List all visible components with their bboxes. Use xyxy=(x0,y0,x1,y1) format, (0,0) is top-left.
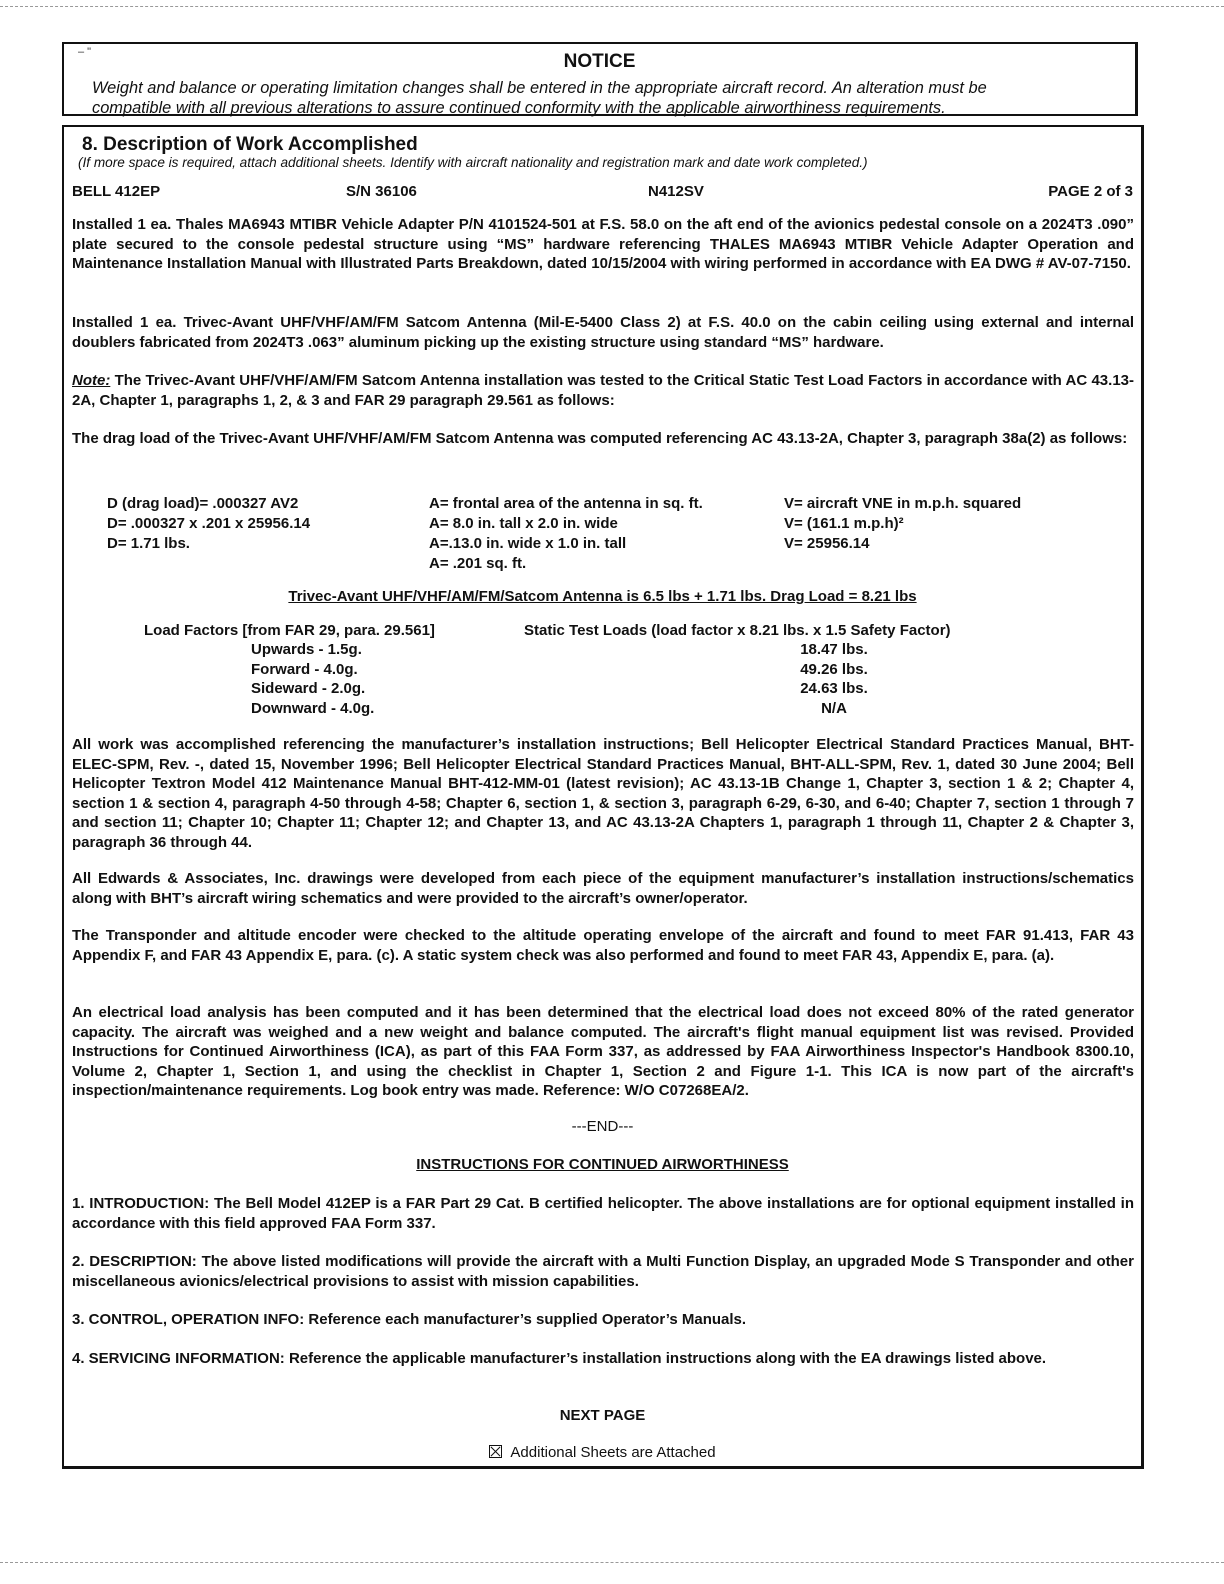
ica-title: INSTRUCTIONS FOR CONTINUED AIRWORTHINESS xyxy=(416,1156,789,1173)
scan-line-bottom xyxy=(0,1562,1224,1563)
paragraph-test-note xyxy=(72,371,1134,410)
load-factor-value: 49.26 lbs. xyxy=(800,660,868,678)
calc-line: D= 1.71 lbs. xyxy=(107,535,190,552)
calc-line: V= aircraft VNE in m.p.h. squared xyxy=(784,495,1022,512)
additional-sheets-row xyxy=(64,1444,1141,1461)
static-test-loads-header: Static Test Loads (load factor x 8.21 lbs. x 1.5 Safety Factor) xyxy=(524,622,951,639)
paragraph-references: All work was accomplished referencing the manufacturer’s installation instructions; Bell Helicopter Electrical Standard Practices Manual, BHT-ELEC-SPM, Rev. -, dated 15, November 1996; Bell Helicopter Electrical Standard Practices Manual, BHT-ALL-SPM, Rev. 1, dated 30 June 2004; Bell Helicopter Textron Model 412 Maintenance Manual BHT-412-MM-01 (latest revision); AC 43.13-1B Change 1, Chapter 3, section 1 & 2; Chapter 4, section 1 & section 4, paragraph 4-50 through 4-58; Chapter 6, section 1, & section 3, paragraph 6-29, 6-30, and 6-40; Chapter 7, section 1 through 7 and section 11; Chapter 10; Chapter 11; Chapter 12; and Chapter 13, and AC 43.13-2A Chapters 1, paragraph 1 through 11, Chapter 2 & Chapter 3, paragraph 36 through 44. xyxy=(72,736,1134,851)
load-factor-label: Upwards - 1.5g. xyxy=(251,641,362,658)
section-subtitle: (If more space is required, attach additional sheets. Identify with aircraft nationality and registration mark and date work completed.) xyxy=(78,155,868,170)
calc-line: V= 25956.14 xyxy=(784,535,870,552)
load-factor-value: 18.47 lbs. xyxy=(800,641,868,658)
load-factor-label: Downward - 4.0g. xyxy=(251,699,375,717)
ica-introduction: 1. INTRODUCTION: The Bell Model 412EP is a FAR Part 29 Cat. B certified helicopter. The above installations are for optional equipment installed in accordance with this field approved FAA Form 337. xyxy=(72,1195,1134,1232)
registration-mark: N412SV xyxy=(648,183,704,200)
ica-description: 2. DESCRIPTION: The above listed modifications will provide the aircraft with a Multi Function Display, an upgraded Mode S Transponder and other miscellaneous avionics/electrical provisions to assist with mission capabilities. xyxy=(72,1253,1134,1290)
end-marker: ---END--- xyxy=(571,1118,634,1135)
load-factor-value: N/A xyxy=(821,699,847,717)
additional-sheets-checkbox[interactable] xyxy=(489,1445,502,1458)
notice-text xyxy=(92,78,1111,118)
ica-control-operation: 3. CONTROL, OPERATION INFO: Reference each manufacturer’s supplied Operator’s Manuals. xyxy=(72,1311,747,1328)
calc-velocity-column xyxy=(784,494,1021,554)
calc-drag-column xyxy=(107,494,310,554)
calc-line: V= (161.1 m.p.h)² xyxy=(784,515,904,532)
paragraph-adapter-install: Installed 1 ea. Thales MA6943 MTIBR Vehicle Adapter P/N 4101524-501 at F.S. 58.0 on the aft end of the avionics pedestal console on a 2024T3 .090” plate secured to the console pedestal structure using “MS” hardware referencing THALES MA6943 MTIBR Vehicle Adapter Operation and Maintenance Installation Manual with Illustrated Parts Breakdown, dated 10/15/2004 with wiring performed in accordance with EA DWG # AV-07-7150. xyxy=(72,216,1134,272)
load-factor-values xyxy=(784,640,884,718)
load-factor-labels xyxy=(251,640,374,718)
notice-marks: – " xyxy=(78,46,92,58)
calc-area-column xyxy=(429,494,703,574)
aircraft-model: BELL 412EP xyxy=(72,183,161,200)
paragraph-electrical-load: An electrical load analysis has been computed and it has been determined that the electrical load does not exceed 80% of the rated generator capacity. The aircraft was weighed and a new weight and balance computed. The aircraft's flight manual equipment list was revised. Provided Instructions for Continued Airworthiness (ICA), as part of this FAA Form 337, as addressed by FAA Airworthiness Inspector's Handbook 8300.10, Volume 2, Chapter 1, Section 1, and using the checklist in Chapter 1, Section 2 and Figure 1-1. This ICA is now part of the aircraft's inspection/maintenance requirements. Log book entry was made. Reference: W/O C07268EA/2. xyxy=(72,1004,1134,1099)
next-page-label: NEXT PAGE xyxy=(559,1407,646,1424)
load-factor-label: Forward - 4.0g. xyxy=(251,660,358,678)
load-factor-label: Sideward - 2.0g. xyxy=(251,680,366,697)
serial-number: S/N 36106 xyxy=(346,183,417,200)
notice-text-line-2: compatible with all previous alterations to assure continued conformity with the applicable airworthiness requirements. xyxy=(92,99,946,117)
description-of-work-box xyxy=(62,125,1144,1469)
note-text: The Trivec-Avant UHF/VHF/AM/FM Satcom Antenna installation was tested to the Critical Static Test Load Factors in accordance with AC 43.13-2A, Chapter 1, paragraphs 1, 2, & 3 and FAR 29 paragraph 29.561 as follows: xyxy=(72,372,1134,409)
section-title: 8. Description of Work Accomplished xyxy=(82,134,418,155)
load-factor-value: 24.63 lbs. xyxy=(800,680,868,697)
notice-text-line-1: Weight and balance or operating limitation changes shall be entered in the appropriate aircraft record. An alteration must be xyxy=(92,79,987,97)
notice-box xyxy=(62,42,1138,116)
additional-sheets-label: Additional Sheets are Attached xyxy=(510,1444,716,1461)
ica-servicing: 4. SERVICING INFORMATION: Reference the applicable manufacturer’s installation instructions along with the EA drawings listed above. xyxy=(72,1350,1047,1367)
calc-line: A= frontal area of the antenna in sq. ft. xyxy=(429,495,703,512)
page-number: PAGE 2 of 3 xyxy=(1048,183,1133,200)
paragraph-transponder: The Transponder and altitude encoder were checked to the altitude operating envelope of the aircraft and found to meet FAR 91.413, FAR 43 Appendix F, and FAR 43 Appendix E, para. (c). A static system check was also performed and found to meet FAR 43, Appendix E, para. (a). xyxy=(72,927,1134,964)
note-label: Note: xyxy=(72,372,111,389)
calc-line: A= .201 sq. ft. xyxy=(429,555,527,572)
calc-line: D (drag load)= .000327 AV2 xyxy=(107,495,299,512)
notice-title: NOTICE xyxy=(563,51,636,72)
drag-load-total: Trivec-Avant UHF/VHF/AM/FM/Satcom Antenna is 6.5 lbs + 1.71 lbs. Drag Load = 8.21 lbs xyxy=(288,588,917,605)
calc-line: D= .000327 x .201 x 25956.14 xyxy=(107,515,311,532)
load-factors-header: Load Factors [from FAR 29, para. 29.561] xyxy=(144,622,435,639)
paragraph-drawings: All Edwards & Associates, Inc. drawings were developed from each piece of the equipment manufacturer’s installation instructions/schematics along with BHT’s aircraft wiring schematics and were provided to the aircraft’s owner/operator. xyxy=(72,870,1134,907)
paragraph-drag-load: The drag load of the Trivec-Avant UHF/VHF/AM/FM Satcom Antenna was computed referencing AC 43.13-2A, Chapter 3, paragraph 38a(2) as follows: xyxy=(72,430,1128,447)
calc-line: A=.13.0 in. wide x 1.0 in. tall xyxy=(429,535,627,552)
scan-line-top xyxy=(0,6,1224,7)
paragraph-antenna-install: Installed 1 ea. Trivec-Avant UHF/VHF/AM/FM Satcom Antenna (Mil-E-5400 Class 2) at F.S. 40.0 on the cabin ceiling using external and internal doublers fabricated from 2024T3 .063” aluminum picking up the existing structure using standard “MS” hardware. xyxy=(72,314,1134,351)
calc-line: A= 8.0 in. tall x 2.0 in. wide xyxy=(429,515,618,532)
